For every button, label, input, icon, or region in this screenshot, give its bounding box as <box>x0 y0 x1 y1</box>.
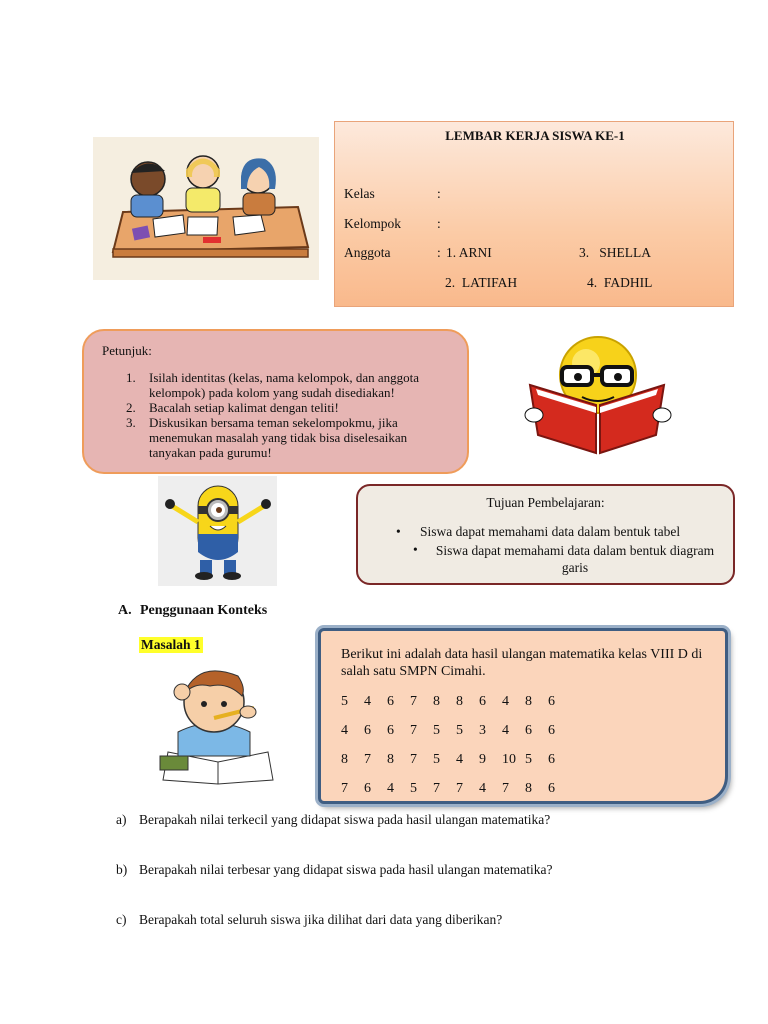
instruction-item: 3. Diskusikan bersama teman sekelompokmu, jika menemukan masalah yang tidak bisa diselesaikan tanyakan pada gurumu! <box>126 415 408 460</box>
worksheet-title: LEMBAR KERJA SISWA KE-1 <box>445 128 625 143</box>
data-row: 4 6 6 7 5 5 3 4 6 6 <box>341 723 555 738</box>
anggota-colon: : <box>437 245 441 260</box>
data-row: 8 7 8 7 5 4 9 10 5 6 <box>341 752 555 767</box>
minion-illustration <box>158 476 277 586</box>
member-2: 2. LATIFAH <box>445 275 518 290</box>
question-b: b) Berapakah nilai terbesar yang didapat siswa pada hasil ulangan matematika? <box>116 862 553 877</box>
instructions-box <box>82 329 469 474</box>
data-row: 5 4 6 7 8 8 6 4 8 6 <box>341 694 555 709</box>
member-4: 4. FADHIL <box>587 275 653 290</box>
member-3: 3. SHELLA <box>579 245 651 260</box>
data-row: 7 6 4 5 7 7 4 7 8 6 <box>341 781 555 796</box>
kelompok-label: Kelompok <box>344 216 401 231</box>
kids-studying-illustration <box>93 137 319 280</box>
identity-box <box>334 121 734 307</box>
instruction-item: 2. Bacalah setiap kalimat dengan teliti! <box>126 400 339 415</box>
bullet-icon: • <box>413 542 418 557</box>
instruction-item: 1. Isilah identitas (kelas, nama kelompok, dan anggota kelompok) pada kolom yang sudah disediakan! <box>126 370 420 400</box>
question-a: a) Berapakah nilai terkecil yang didapat siswa pada hasil ulangan matematika? <box>116 812 551 827</box>
data-box <box>318 628 728 804</box>
problem-1-label: Masalah 1 <box>141 637 201 652</box>
question-c: c) Berapakah total seluruh siswa jika dilihat dari data yang diberikan? <box>116 912 503 927</box>
bullet-icon: • <box>396 524 401 539</box>
instructions-list <box>102 370 452 460</box>
anggota-label: Anggota <box>344 245 391 260</box>
objectives-title: Tujuan Pembelajaran: <box>486 495 605 510</box>
thinking-boy-illustration <box>138 652 290 794</box>
objective-item: Siswa dapat memahami data dalam bentuk tabel <box>420 524 681 539</box>
kelas-colon: : <box>437 186 441 201</box>
data-intro-text: Berikut ini adalah data hasil ulangan matematika kelas VIII D di salah satu SMPN Cimahi. <box>341 647 703 679</box>
objective-item: Siswa dapat memahami data dalam bentuk diagram garis <box>435 543 715 575</box>
section-a-heading: A. Penggunaan Konteks <box>118 603 268 618</box>
kelompok-colon: : <box>437 216 441 231</box>
reading-emoji-illustration <box>522 335 672 455</box>
kelas-label: Kelas <box>344 186 375 201</box>
instructions-title: Petunjuk: <box>102 343 152 358</box>
learning-objectives-box <box>356 484 735 585</box>
member-1: 1. ARNI <box>446 245 492 260</box>
